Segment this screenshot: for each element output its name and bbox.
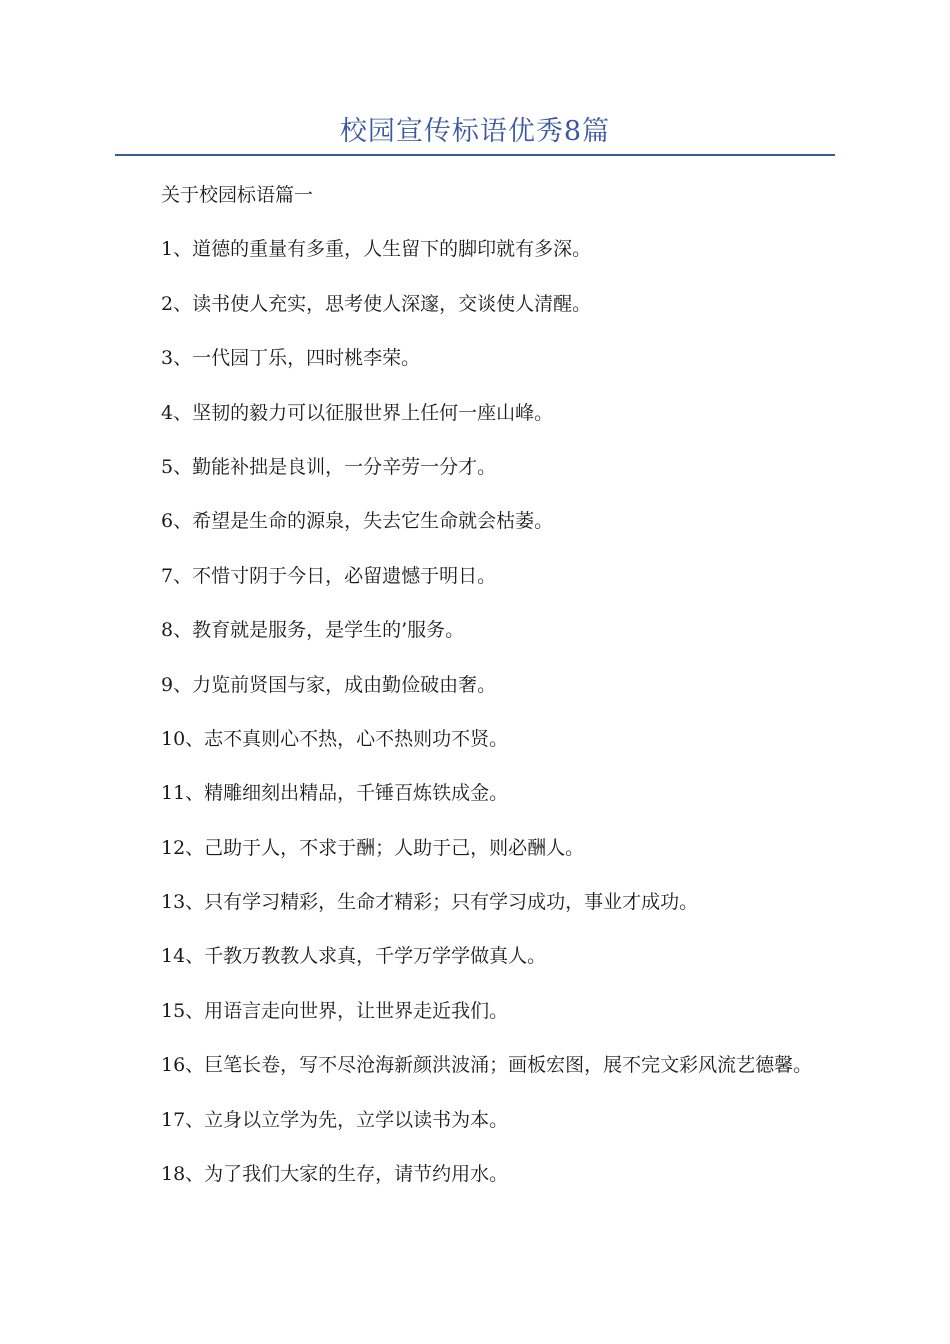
document-body bbox=[115, 180, 835, 1213]
slogan-item: 2、读书使人充实，思考使人深邃，交谈使人清醒。 bbox=[161, 292, 592, 315]
slogan-item: 12、己助于人，不求于酬；人助于己，则必酬人。 bbox=[161, 836, 585, 859]
slogan-item: 6、希望是生命的源泉，失去它生命就会枯萎。 bbox=[161, 510, 554, 533]
slogan-item: 18、为了我们大家的生存，请节约用水。 bbox=[161, 1163, 509, 1186]
slogan-item: 7、不惜寸阴于今日，必留遗憾于明日。 bbox=[161, 564, 497, 587]
slogan-item: 11、精雕细刻出精品，千锤百炼铁成金。 bbox=[161, 782, 509, 805]
slogan-item: 16、巨笔长卷，写不尽沧海新颜洪波涌；画板宏图，展不完文彩风流艺德馨。 bbox=[161, 1054, 813, 1077]
slogan-item: 9、力览前贤国与家，成由勤俭破由奢。 bbox=[161, 673, 497, 696]
slogan-item: 3、一代园丁乐，四时桃李荣。 bbox=[161, 347, 421, 370]
slogan-item: 5、勤能补拙是良训，一分辛劳一分才。 bbox=[161, 455, 497, 478]
slogan-item: 15、用语言走向世界，让世界走近我们。 bbox=[161, 999, 509, 1022]
title-underline bbox=[115, 154, 835, 156]
slogan-item: 10、志不真则心不热，心不热则功不贤。 bbox=[161, 727, 509, 750]
section-heading: 关于校园标语篇一 bbox=[161, 184, 314, 206]
document-title: 校园宣传标语优秀8篇 bbox=[339, 116, 611, 147]
slogan-item: 1、道德的重量有多重，人生留下的脚印就有多深。 bbox=[161, 238, 592, 261]
slogan-item: 4、坚韧的毅力可以征服世界上任何一座山峰。 bbox=[161, 401, 554, 424]
slogan-item: 14、千教万教教人求真，千学万学学做真人。 bbox=[161, 945, 547, 968]
slogan-item: 17、立身以立学为先，立学以读书为本。 bbox=[161, 1108, 509, 1131]
slogan-item: 13、只有学习精彩，生命才精彩；只有学习成功，事业才成功。 bbox=[161, 891, 699, 914]
slogan-item: 8、教育就是服务，是学生的’服务。 bbox=[161, 619, 465, 642]
